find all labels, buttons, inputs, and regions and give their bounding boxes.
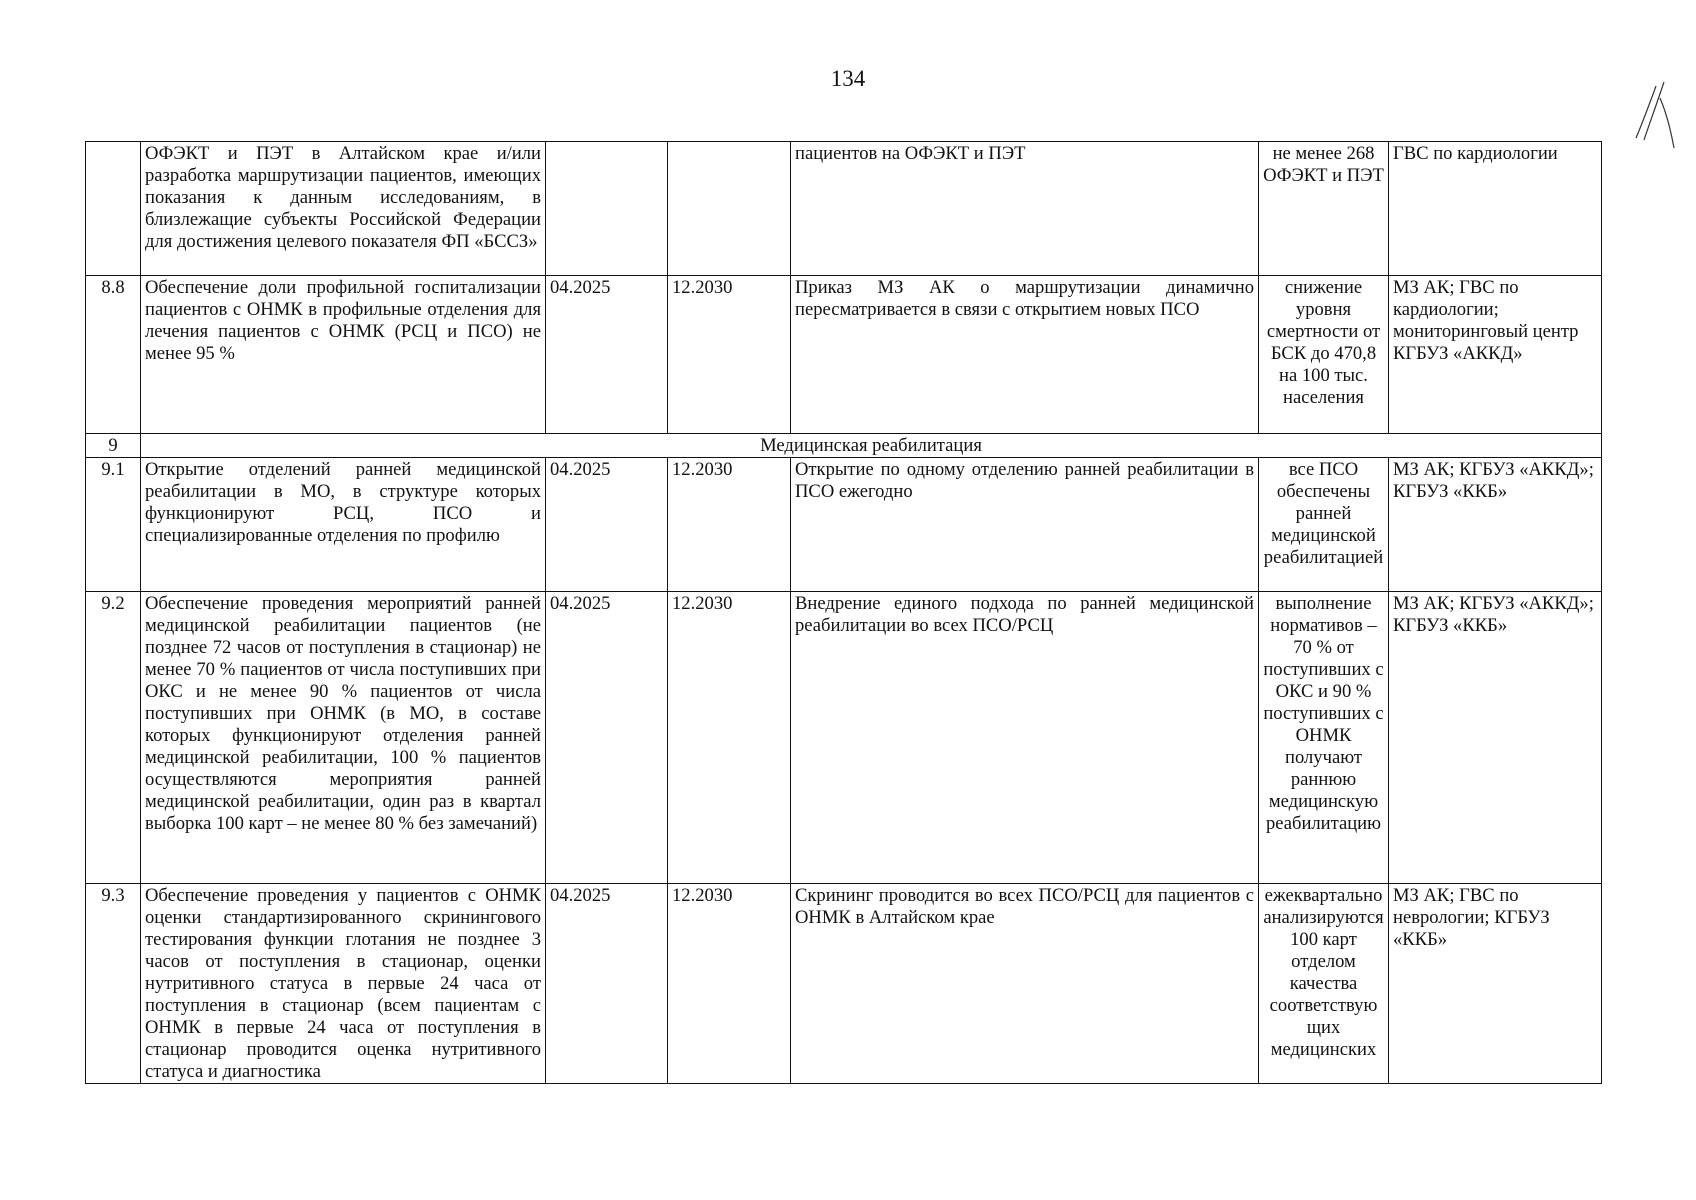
table-row xyxy=(86,884,1602,1084)
row-number: 9.1 xyxy=(86,458,141,592)
row-start-date xyxy=(546,142,668,276)
row-end-date xyxy=(668,142,791,276)
page-number: 134 xyxy=(830,66,866,91)
row-start-date: 04.2025 xyxy=(546,458,668,592)
section-number: 9 xyxy=(86,434,141,458)
row-result: пациентов на ОФЭКТ и ПЭТ xyxy=(791,142,1259,276)
row-indicator: все ПСО обеспечены ранней медицинской реабилитацией xyxy=(1259,458,1389,592)
row-number xyxy=(86,142,141,276)
row-description: Обеспечение проведения у пациентов с ОНМК оценки стандартизированного скринингового тестирования функции глотания не позднее 3 часов от поступления в стационар, оценки нутритивного статуса в первые 24 часа от поступления в стационар (всем пациентам с ОНМК в первые 24 часа от поступления в стационар проводится оценка нутритивного статуса и диагностика xyxy=(141,884,546,1084)
row-result: Открытие по одному отделению ранней реабилитации в ПСО ежегодно xyxy=(791,458,1259,592)
row-indicator: ежеквартально анализируются 100 карт отделом качества соответствующих медицинских xyxy=(1259,884,1389,1084)
row-end-date: 12.2030 xyxy=(668,592,791,884)
row-result: Приказ МЗ АК о маршрутизации динамично пересматривается в связи с открытием новых ПСО xyxy=(791,276,1259,434)
row-description: Открытие отделений ранней медицинской реабилитации в МО, в структуре которых функционируют РСЦ, ПСО и специализированные отделения по профилю xyxy=(141,458,546,592)
section-row xyxy=(86,434,1602,458)
section-title: Медицинская реабилитация xyxy=(141,434,1602,458)
row-start-date: 04.2025 xyxy=(546,276,668,434)
row-indicator: снижение уровня смертности от БСК до 470,8 на 100 тыс. населения xyxy=(1259,276,1389,434)
row-responsible: МЗ АК; ГВС по кардиологии; мониторинговый центр КГБУЗ «АККД» xyxy=(1389,276,1602,434)
row-indicator: не менее 268 ОФЭКТ и ПЭТ xyxy=(1259,142,1389,276)
row-end-date: 12.2030 xyxy=(668,276,791,434)
handwritten-mark-icon xyxy=(1626,78,1686,158)
row-description: Обеспечение проведения мероприятий ранней медицинской реабилитации пациентов (не позднее 72 часов от поступления в стационар) не менее 70 % пациентов от числа поступивших при ОКС и не менее 90 % пациентов от числа поступивших при ОНМК (в МО, в составе которых функционируют отделения ранней медицинской реабилитации, 100 % пациентов осуществляются мероприятия ранней медицинской реабилитации, один раз в квартал выборка 100 карт – не менее 80 % без замечаний) xyxy=(141,592,546,884)
table-row xyxy=(86,276,1602,434)
plan-table xyxy=(85,141,1602,1084)
row-number: 9.3 xyxy=(86,884,141,1084)
row-result: Скрининг проводится во всех ПСО/РСЦ для пациентов с ОНМК в Алтайском крае xyxy=(791,884,1259,1084)
row-responsible: МЗ АК; ГВС по неврологии; КГБУЗ «ККБ» xyxy=(1389,884,1602,1084)
row-start-date: 04.2025 xyxy=(546,592,668,884)
row-number: 9.2 xyxy=(86,592,141,884)
row-description: Обеспечение доли профильной госпитализации пациентов с ОНМК в профильные отделения для лечения пациентов с ОНМК (РСЦ и ПСО) не менее 95 % xyxy=(141,276,546,434)
table-row xyxy=(86,592,1602,884)
row-responsible: МЗ АК; КГБУЗ «АККД»; КГБУЗ «ККБ» xyxy=(1389,592,1602,884)
row-start-date: 04.2025 xyxy=(546,884,668,1084)
row-responsible: МЗ АК; КГБУЗ «АККД»; КГБУЗ «ККБ» xyxy=(1389,458,1602,592)
table-row xyxy=(86,142,1602,276)
row-responsible: ГВС по кардиологии xyxy=(1389,142,1602,276)
table-row xyxy=(86,458,1602,592)
row-indicator: выполнение нормативов – 70 % от поступивших с ОКС и 90 % поступивших с ОНМК получают раннюю медицинскую реабилитацию xyxy=(1259,592,1389,884)
row-end-date: 12.2030 xyxy=(668,884,791,1084)
row-end-date: 12.2030 xyxy=(668,458,791,592)
row-number: 8.8 xyxy=(86,276,141,434)
row-description: ОФЭКТ и ПЭТ в Алтайском крае и/или разработка маршрутизации пациентов, имеющих показания к данным исследованиям, в близлежащие субъекты Российской Федерации для достижения целевого показателя ФП «БССЗ» xyxy=(141,142,546,276)
row-result: Внедрение единого подхода по ранней медицинской реабилитации во всех ПСО/РСЦ xyxy=(791,592,1259,884)
